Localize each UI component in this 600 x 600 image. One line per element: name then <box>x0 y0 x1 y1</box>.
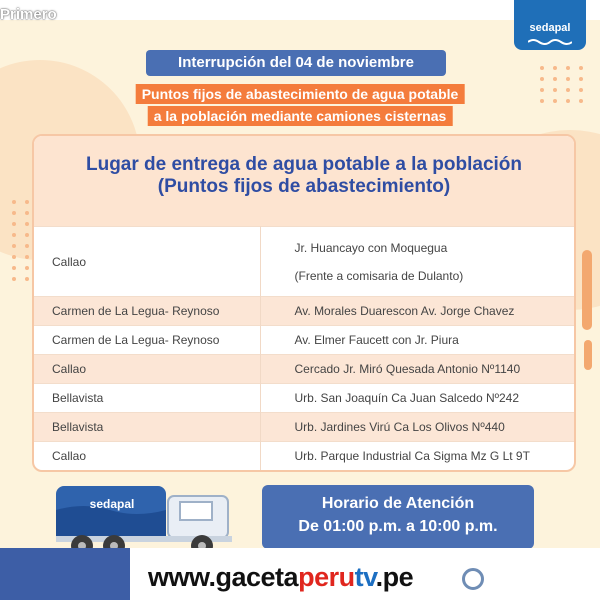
card-header <box>34 136 574 226</box>
url-peru: peru <box>298 562 355 592</box>
place-cell <box>260 227 574 297</box>
top-band <box>0 0 600 20</box>
government-seal-icon <box>462 568 484 590</box>
table-row <box>34 297 574 326</box>
place-line-2: (Frente a comisaria de Dulanto) <box>294 268 464 283</box>
district-cell: Carmen de La Legua- Reynoso <box>34 326 260 355</box>
corner-label: Primero <box>0 6 57 23</box>
wave-icon <box>528 38 572 46</box>
decorative-bar <box>584 340 592 370</box>
place-cell: Av. Elmer Faucett con Jr. Piura <box>260 326 574 355</box>
subtitle-line-2: a la población mediante camiones cisternas <box>148 106 453 126</box>
table-row <box>34 384 574 413</box>
decorative-dots <box>540 66 585 103</box>
sedapal-logo <box>514 0 586 50</box>
logo-text: sedapal <box>529 22 571 34</box>
url-prefix: www. <box>148 562 216 592</box>
district-cell: Callao <box>34 355 260 384</box>
table-row <box>34 227 574 297</box>
schedule-box <box>262 485 534 549</box>
place-cell: Av. Morales Duarescon Av. Jorge Chavez <box>260 297 574 326</box>
place-cell: Urb. San Joaquín Ca Juan Salcedo Nº242 <box>260 384 574 413</box>
supply-points-table <box>34 226 574 471</box>
decorative-dots <box>12 200 31 281</box>
card-title-line-1: Lugar de entrega de agua potable a la población <box>85 154 523 175</box>
table-row <box>34 355 574 384</box>
table-row <box>34 326 574 355</box>
table-row <box>34 442 574 471</box>
subtitle-line-1: Puntos fijos de abastecimiento de agua potable <box>136 84 465 104</box>
place-cell: Cercado Jr. Miró Quesada Antonio Nº1140 <box>260 355 574 384</box>
place-line-1: Jr. Huancayo con Moquegua <box>294 240 448 255</box>
website-url <box>148 562 413 592</box>
interruption-date: Interrupción del 04 de noviembre <box>146 50 446 76</box>
footer-accent <box>0 548 130 600</box>
schedule-hours: De 01:00 p.m. a 10:00 p.m. <box>298 518 498 535</box>
district-cell: Bellavista <box>34 384 260 413</box>
url-suffix: .pe <box>375 562 414 592</box>
truck-label: sedapal <box>89 497 135 511</box>
district-cell: Carmen de La Legua- Reynoso <box>34 297 260 326</box>
table-row <box>34 413 574 442</box>
url-gaceta: gaceta <box>215 562 299 592</box>
district-cell: Callao <box>34 227 260 297</box>
district-cell: Bellavista <box>34 413 260 442</box>
supply-points-card <box>32 134 576 472</box>
place-cell: Urb. Jardines Virú Ca Los Olivos Nº440 <box>260 413 574 442</box>
url-tv: tv <box>354 562 376 592</box>
decorative-bar <box>582 250 592 330</box>
schedule-title: Horario de Atención <box>321 495 475 512</box>
place-cell: Urb. Parque Industrial Ca Sigma Mz G Lt 9T <box>260 442 574 471</box>
card-title-line-2: (Puntos fijos de abastecimiento) <box>157 176 451 197</box>
district-cell: Callao <box>34 442 260 471</box>
